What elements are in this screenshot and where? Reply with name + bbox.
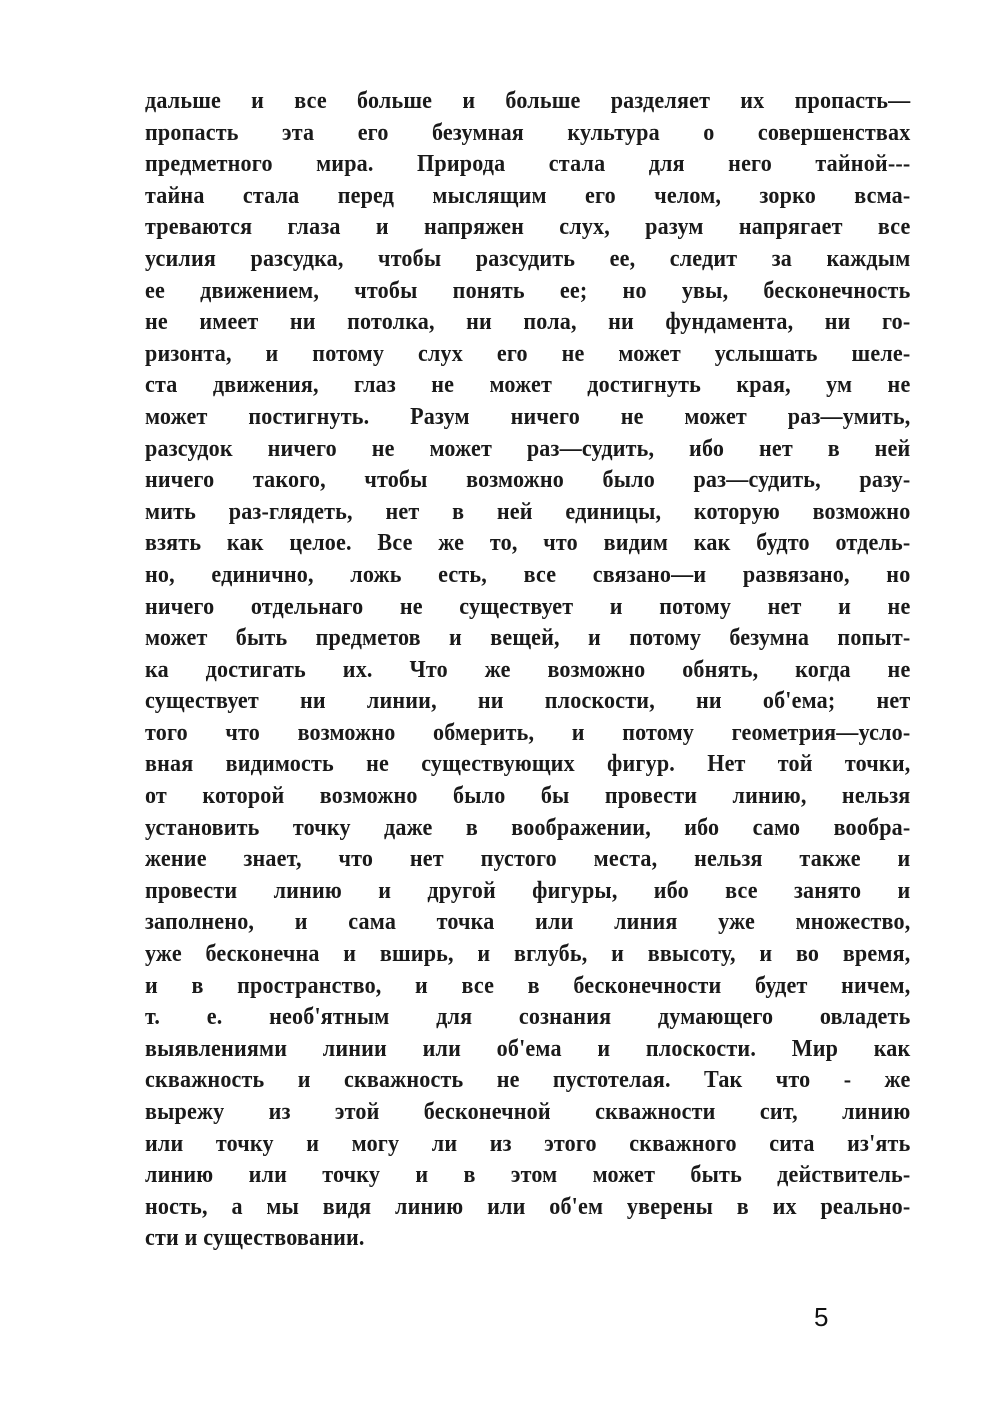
text-line: линию или точку и в этом может быть действитель- — [145, 1162, 911, 1189]
text-line: мить раз-глядеть, нет в ней единицы, которую возможно — [145, 498, 911, 525]
text-line: ность, а мы видя линию или об'ем уверены в их реально- — [145, 1193, 911, 1220]
text-line: сти и существовании. — [145, 1225, 365, 1252]
text-line: может быть предметов и вещей, и потому безумна попыт- — [145, 625, 911, 652]
text-line: от которой возможно было бы провести линию, нельзя — [145, 783, 911, 810]
text-line: усилия разсудка, чтобы разсудить ее, следит за каждым — [145, 245, 911, 272]
text-line: заполнено, и сама точка или линия уже множество, — [145, 909, 911, 936]
text-line: уже бесконечна и вширь, и вглубь, и ввысоту, и во время, — [145, 941, 911, 968]
text-line: ее движением, чтобы понять ее; но увы, бесконечность — [145, 277, 911, 304]
text-line: разсудок ничего не может раз—судить, ибо нет в ней — [145, 435, 911, 462]
page-number: 5 — [814, 1302, 829, 1332]
text-line: ничего такого, чтобы возможно было раз—судить, разу- — [145, 467, 911, 494]
text-line: вная видимость не существующих фигур. Нет той точки, — [145, 751, 911, 778]
body-text — [145, 86, 910, 1255]
text-line: взять как целое. Все же то, что видим как будто отдель- — [145, 530, 911, 557]
text-line: может постигнуть. Разум ничего не может раз—умить, — [145, 403, 911, 430]
text-line: ничего отдельнаго не существует и потому нет и не — [145, 593, 911, 620]
text-line: не имеет ни потолка, ни пола, ни фундамента, ни го- — [145, 309, 911, 336]
text-line: ка достигать их. Что же возможно обнять, когда не — [145, 656, 911, 683]
text-line: и в пространство, и все в бесконечности будет ничем, — [145, 972, 911, 999]
text-line: вырежу из этой бесконечной скважности сит, линию — [145, 1099, 911, 1125]
text-line: выявлениями линии или об'ема и плоскости. Мир как — [145, 1035, 911, 1062]
text-line: пропасть эта его безумная культура о совершенствах — [145, 119, 911, 146]
text-line: провести линию и другой фигуры, ибо все занято и — [145, 877, 911, 904]
text-line: предметного мира. Природа стала для него тайной--- — [145, 151, 911, 178]
text-line: того что возможно обмерить, и потому геометрия—усло- — [145, 719, 911, 746]
text-line: скважность и скважность не пустотелая. Так что - же — [145, 1067, 911, 1094]
text-line: ста движения, глаз не может достигнуть края, ум не — [145, 372, 911, 399]
text-line: жение знает, что нет пустого места, нельзя также и — [145, 846, 911, 873]
text-line: или точку и могу ли из этого скважного сита из'ять — [145, 1130, 911, 1157]
text-line: тайна стала перед мыслящим его челом, зорко всма- — [145, 182, 911, 209]
text-line: треваются глаза и напряжен слух, разум напрягает все — [145, 214, 911, 241]
text-line: но, единично, ложь есть, все связано—и развязано, но — [145, 561, 911, 588]
text-line: установить точку даже в воображении, ибо само вообра- — [145, 814, 911, 841]
text-line: дальше и все больше и больше разделяет их пропасть— — [145, 88, 911, 114]
text-line: т. е. необ'ятным для сознания думающего овладеть — [145, 1004, 911, 1031]
text-line: существует ни линии, ни плоскости, ни об'ема; нет — [145, 688, 911, 715]
text-line: ризонта, и потому слух его не может услышать шеле- — [145, 340, 911, 367]
